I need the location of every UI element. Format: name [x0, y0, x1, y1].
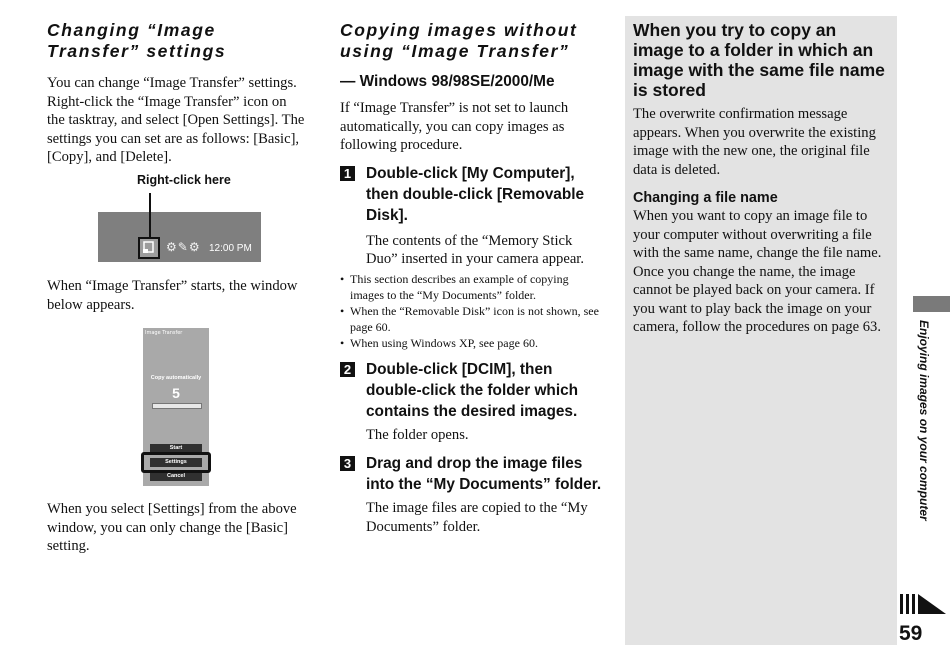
section-tab [913, 296, 950, 312]
callout-line [149, 193, 151, 237]
settings-highlight-box [141, 452, 211, 473]
section-label: Enjoying images on your computer [917, 320, 931, 521]
page-number: 59 [899, 622, 923, 645]
middle-intro: If “Image Transfer” is not set to launch automatically, you can copy images as following procedure. [340, 100, 569, 153]
step-2 [340, 359, 602, 445]
tray-extra-icons: ⚙✎⚙ [166, 240, 201, 254]
note-item: • When the “Removable Disk” icon is not shown, see page 60. [340, 303, 602, 335]
step-1-title: Double-click [My Computer], then double-click [Removable Disk]. [366, 164, 585, 224]
step-3-title: Drag and drop the image files into the “My Documents” folder. [366, 455, 602, 493]
middle-subheading: — Windows 98/98SE/2000/Me [340, 73, 555, 90]
window-cancel-button: Cancel [150, 472, 202, 481]
middle-heading: Copying images without using “Image Transfer” [340, 20, 578, 61]
middle-column [340, 20, 602, 536]
step-2-number: 2 [340, 362, 355, 377]
window-copy-auto-label: Copy automatically [150, 375, 202, 381]
right-sidebar-box [625, 16, 897, 645]
left-para-1: You can change “Image Transfer” settings. Right-click the “Image Transfer” icon on the tasktray, and select [Open Settings]. The settings you can set are as follows: [Basic], [Copy], and [Delete]. [47, 75, 305, 165]
step-2-body: The folder opens. [366, 426, 469, 443]
tray-clock: 12:00 PM [209, 243, 252, 254]
left-heading: Changing “Image Transfer” settings [47, 20, 227, 61]
note-item: • When using Windows XP, see page 60. [340, 335, 602, 351]
step-3-number: 3 [340, 456, 355, 471]
continue-arrow-icon [900, 594, 950, 614]
note-list [340, 271, 602, 351]
left-para-3: When you select [Settings] from the above window, you can only change the [Basic] setting. [47, 501, 297, 554]
step-1 [340, 163, 602, 269]
step-3 [340, 453, 602, 536]
figure-callout-label: Right-click here [137, 173, 231, 187]
right-subheading: Changing a file name [633, 190, 778, 206]
right-para-1: The overwrite confirmation message appears. When you overwrite the existing image with the new one, the original file data is deleted. [633, 106, 876, 178]
window-start-button: Start [150, 444, 202, 453]
taskbar-screenshot [98, 212, 261, 262]
left-para-2: When “Image Transfer” starts, the window below appears. [47, 278, 298, 313]
tray-icon [138, 237, 160, 259]
step-1-number: 1 [340, 166, 355, 181]
window-count: 5 [172, 385, 180, 401]
step-2-title: Double-click [DCIM], then double-click the folder which contains the desired images. [366, 360, 579, 420]
step-1-body: The contents of the “Memory Stick Duo” inserted in your camera appear. [366, 232, 585, 267]
window-settings-button: Settings [150, 458, 202, 467]
right-heading: When you try to copy an image to a folder in which an image with the same file name is stored [633, 20, 885, 100]
note-item: • This section describes an example of copying images to the “My Documents” folder. [340, 271, 602, 303]
window-title: Image Transfer [145, 330, 183, 336]
step-3-body: The image files are copied to the “My Documents” folder. [366, 500, 588, 535]
window-progress-bar [152, 403, 202, 409]
right-para-2: When you want to copy an image file to your computer without overwriting a file with the same name, change the file name. Once you change the name, the image cannot be played back on your camera. If you want to play back the image on your camera, follow the procedures on page 63. [633, 208, 882, 335]
left-column [47, 20, 305, 167]
